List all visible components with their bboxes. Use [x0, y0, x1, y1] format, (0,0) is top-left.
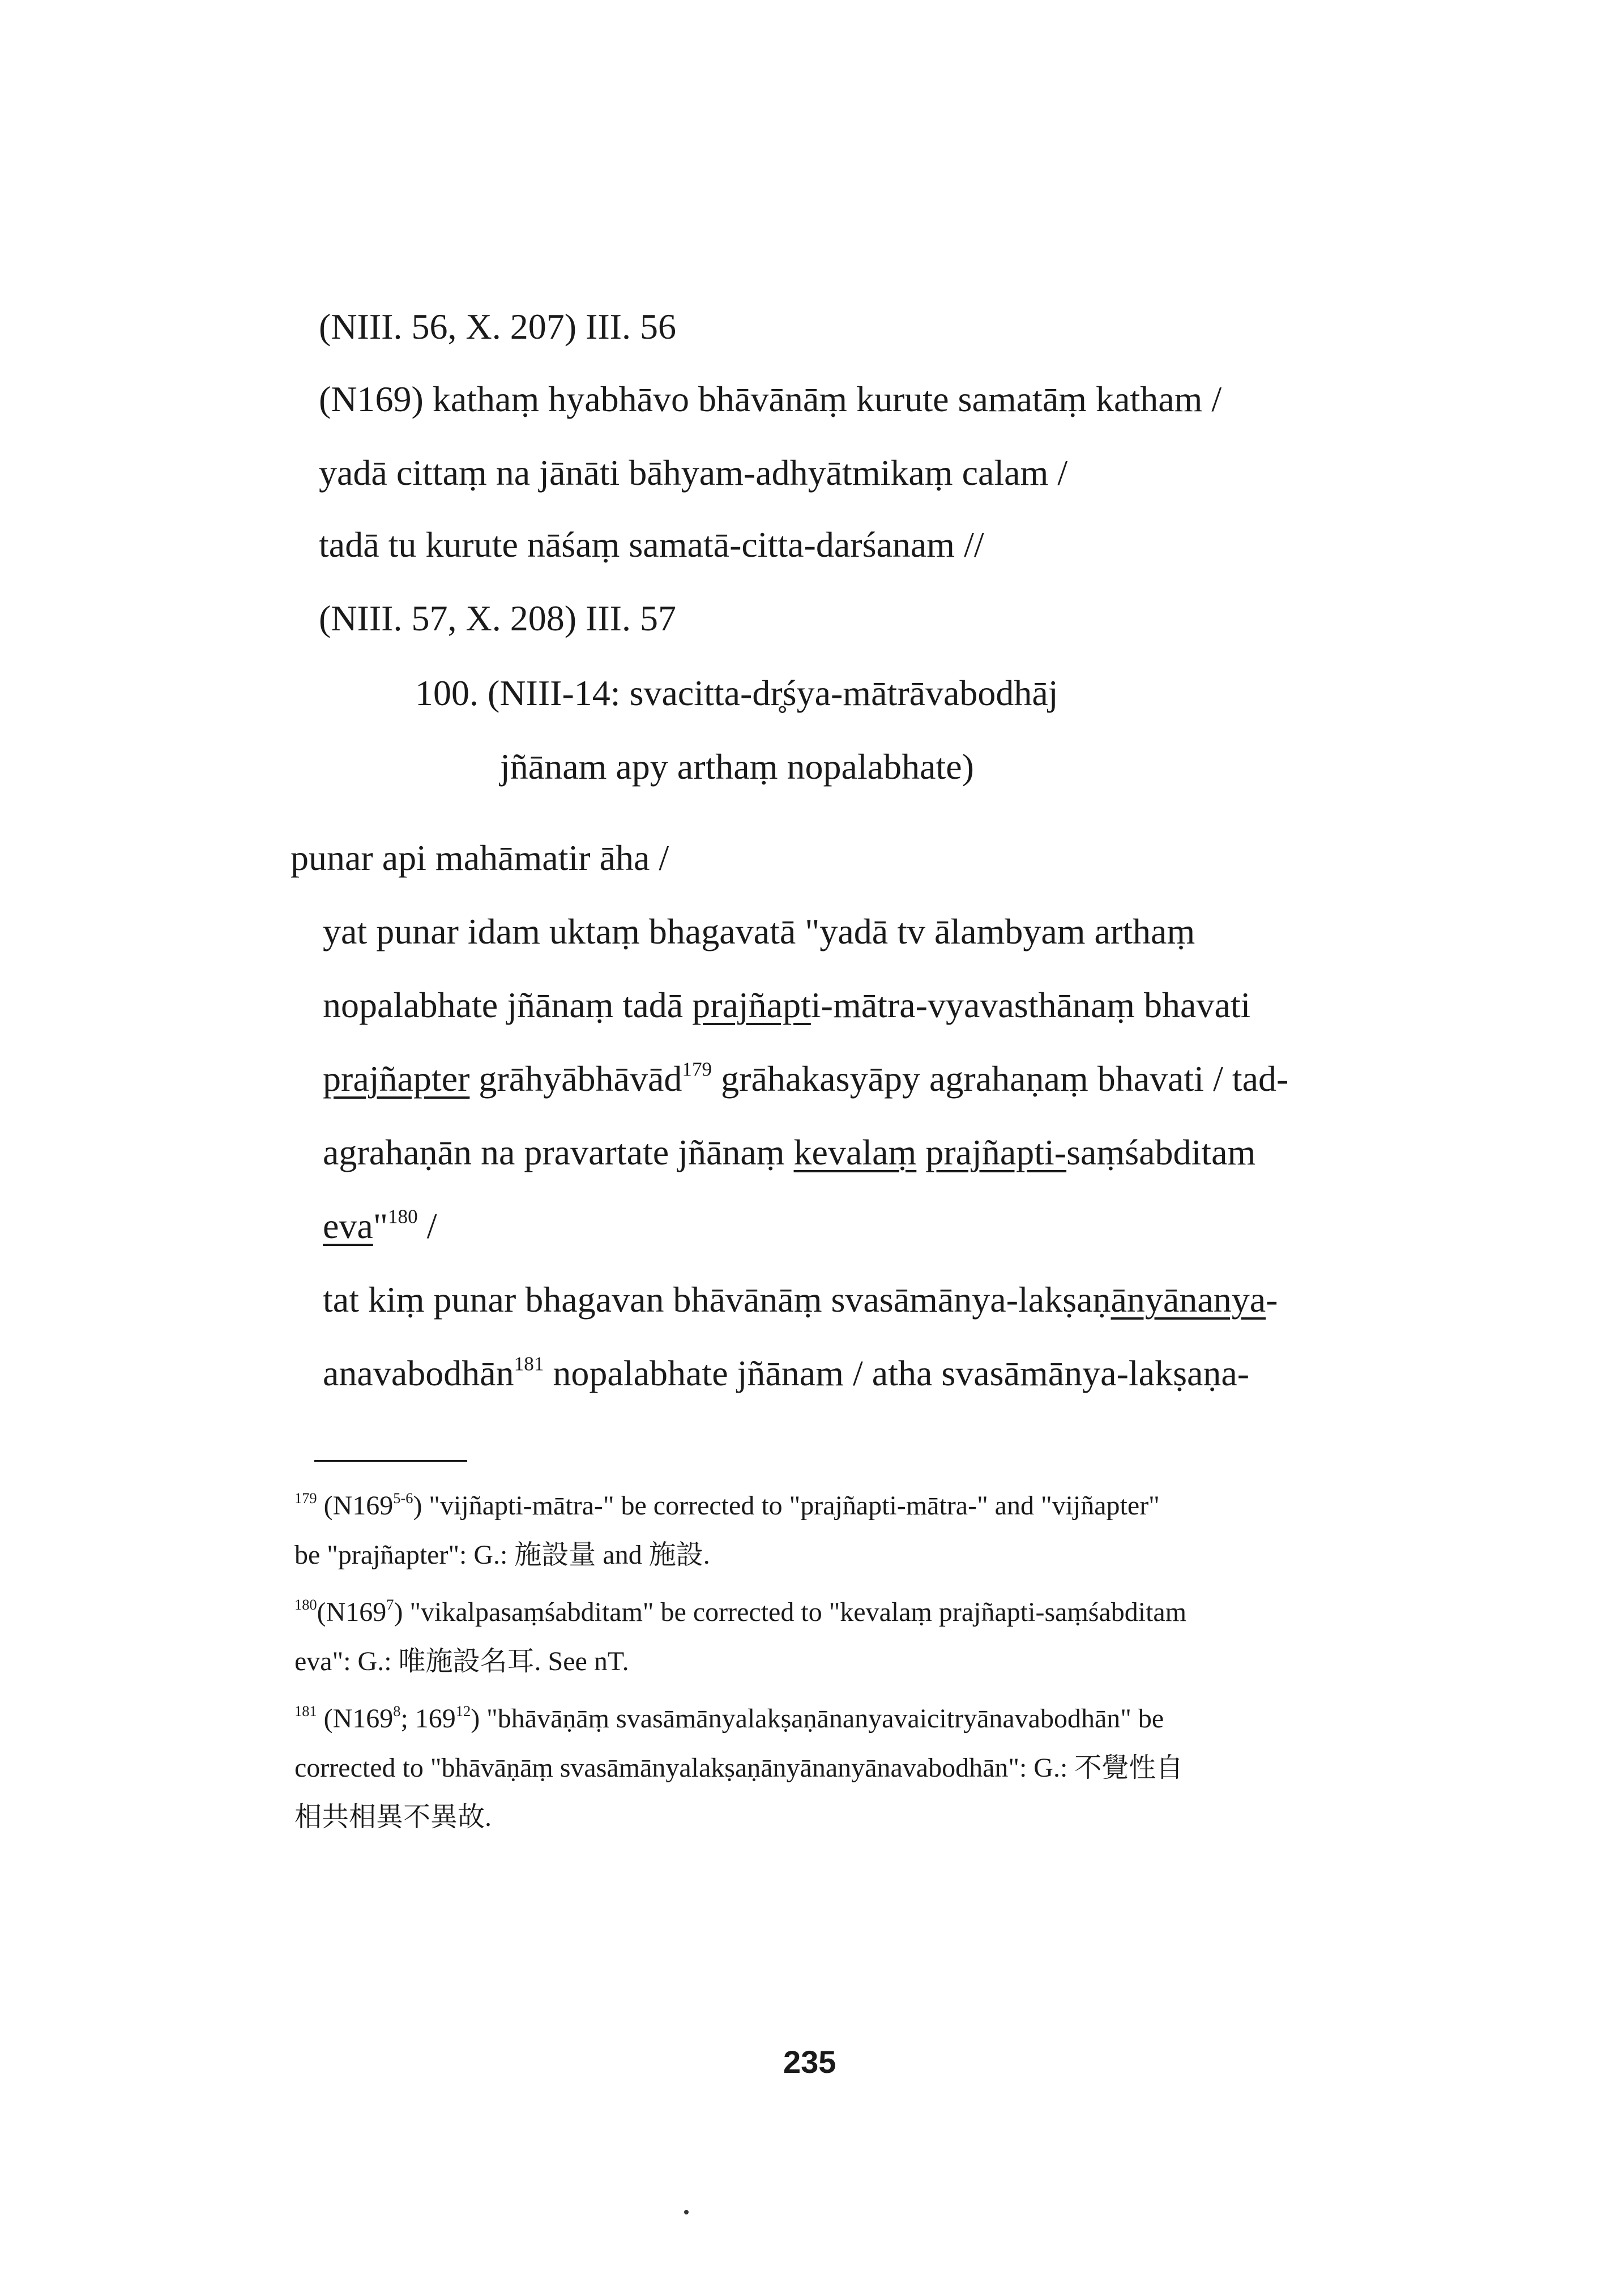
underlined-term: prajñapter	[323, 1059, 470, 1099]
verse-line: yadā cittaṃ na jānāti bāhyam-adhyātmikaṃ calam /	[319, 453, 1068, 493]
footnote-ref: 181	[514, 1352, 544, 1375]
body-text: nopalabhate jñānaṃ tadā prajñapti-mātra-vyavasthānaṃ bhavati	[323, 985, 1251, 1025]
footnote-ref: 179	[682, 1058, 712, 1081]
scan-speck	[684, 2210, 689, 2214]
verse-line: tadā tu kurute nāśaṃ samatā-citta-darśanam //	[319, 524, 984, 565]
underlined-term: eva	[323, 1206, 373, 1246]
body-text: prajñapter grāhyābhāvād$^{179}$ grāhakasyāpy agrahaṇaṃ bhavati / tad-	[323, 1058, 1289, 1099]
section-heading: 100. (NIII-14: svacitta-dr̥śya-mātrāvabodhāj	[415, 673, 1058, 713]
verse-reference: (NIII. 57, X. 208) III. 57	[319, 598, 676, 638]
body-text: tat kiṃ punar bhagavan bhāvānāṃ svasāmānya-lakṣaṇānyānanya-	[323, 1279, 1278, 1320]
underlined-term: ānyānanya	[1111, 1279, 1266, 1320]
verse-reference: (NIII. 56, X. 207) III. 56	[319, 306, 676, 347]
footnote: eva": G.: 唯施設名耳. See nT.	[294, 1646, 629, 1676]
footnote: be "prajñapter": G.: 施設量 and 施設.	[294, 1540, 710, 1570]
underlined-term: prajñapt	[692, 985, 811, 1025]
page-number: 235	[783, 2044, 836, 2080]
footnote: 相共相異不異故.	[294, 1802, 492, 1832]
underlined-term: kevalaṃ	[793, 1132, 917, 1172]
section-heading: jñānam apy arthaṃ nopalabhate)	[500, 746, 974, 787]
footnote-divider	[314, 1460, 467, 1462]
body-text: punar api mahāmatir āha /	[291, 838, 669, 878]
underlined-term: prajñapti-	[925, 1132, 1067, 1172]
footnote-ref: 180	[387, 1205, 418, 1228]
body-text: yat punar idam uktaṃ bhagavatā "yadā tv ālambyam arthaṃ	[323, 911, 1195, 951]
body-text: eva"$^{180}$ /	[323, 1205, 437, 1246]
verse-line: (N169) kathaṃ hyabhāvo bhāvānāṃ kurute samatāṃ katham /	[319, 379, 1222, 419]
footnote: $^{180}(N169^7)$ "vikalpasaṃśabditam" be corrected to "kevalaṃ prajñapti-saṃśabditam	[294, 1596, 1187, 1627]
body-text: anavabodhān$^{181}$ nopalabhate jñānam / atha svasāmānya-lakṣaṇa-	[323, 1352, 1250, 1393]
footnote: $^{181}$ ($N169^8$; $169^{12}$) "bhāvāṇāṃ svasāmānyalakṣaṇānanyavaicitryānavabodhān" be	[294, 1702, 1164, 1734]
footnote: corrected to "bhāvāṇāṃ svasāmānyalakṣaṇānyānanyānavabodhān": G.: 不覺性自	[294, 1753, 1184, 1783]
footnote: $^{179}$ (N169$^{5-6}$) "vijñapti-mātra-" be corrected to "prajñapti-mātra-" and "vijñapter"	[294, 1490, 1160, 1521]
body-text: agrahaṇān na pravartate jñānaṃ kevalaṃ prajñapti-saṃśabditam	[323, 1132, 1256, 1172]
